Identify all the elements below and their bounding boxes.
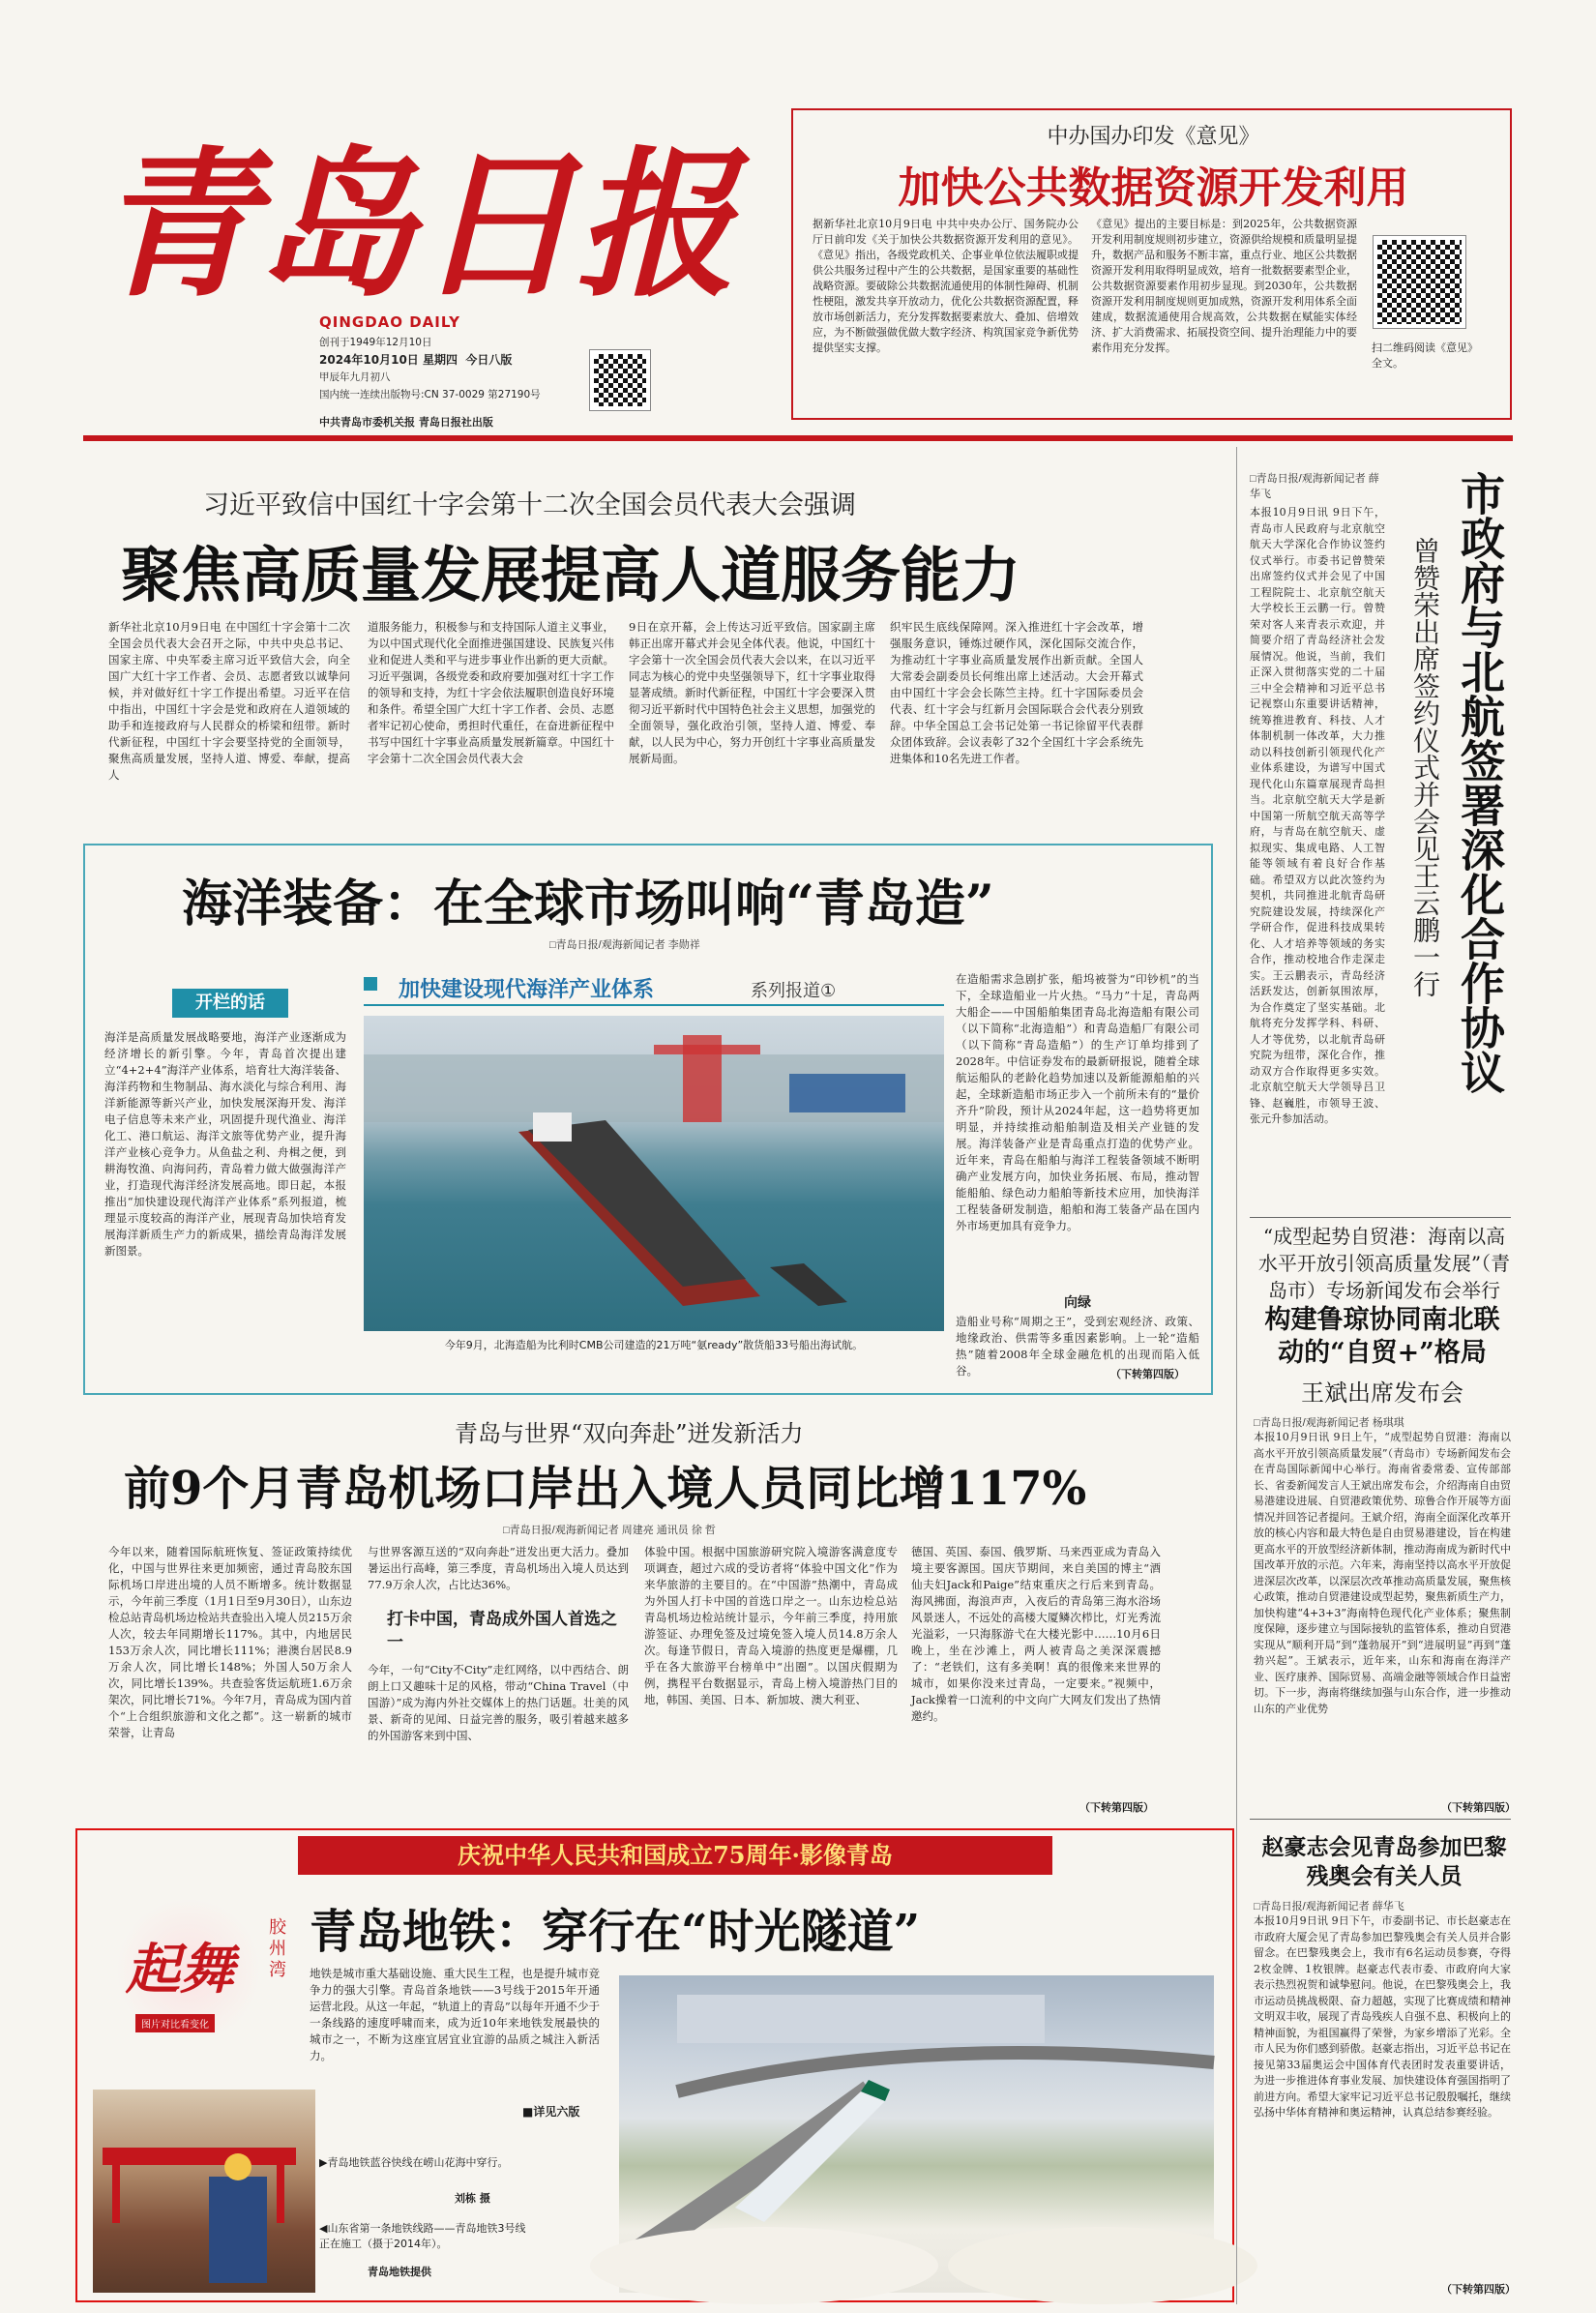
masthead-info xyxy=(319,334,541,403)
feature-box xyxy=(83,844,1213,1395)
airport-byline: □青岛日报/观海新闻记者 周建亮 通讯员 徐 哲 xyxy=(503,1525,716,1536)
sidebar2-byline: □青岛日报/观海新闻记者 杨琪琪 xyxy=(1254,1417,1404,1429)
lead-col-2: 道服务能力，积极参与和支持国际人道主义事业，为以中国式现代化全面推进强国建设、民族复兴伟业和促进人类和平与进步事业作出新的更大贡献。习近平强调，各级党委和政府要加强对红十字工作的领导和支持，为红十字会依法履职创造良好环境和条件。希望全国广大红十字工作者、会员、志愿者牢记初心使命，勇担时代重任，在奋进新征程中书写中国红十字事业高质量发展新篇章。中国红十字会第十二次全国会员代表大会 xyxy=(368,620,614,765)
sidebar1-byline: □青岛日报/观海新闻记者 薛华飞 xyxy=(1250,473,1379,500)
top-news-box xyxy=(791,108,1512,420)
sidebar-rule-2 xyxy=(1250,1819,1511,1820)
airport-continued[interactable]: （下转第四版） xyxy=(1079,1801,1154,1814)
sidebar-rule-1 xyxy=(1250,1217,1511,1218)
masthead-qr-icon[interactable] xyxy=(590,350,650,410)
metro-illustration xyxy=(619,1975,1214,2293)
sidebar1-headline: 市政府与北航签署深化合作协议 xyxy=(1454,471,1506,1094)
photo-author-2: 青岛地铁提供 xyxy=(368,2266,431,2278)
feature-continued[interactable]: （下转第四版） xyxy=(1110,1368,1185,1380)
ship-photo-caption: 今年9月，北海造船为比利时CMB公司建造的21万吨“氨ready”散货船33号船出海试航。 xyxy=(444,1339,864,1351)
airport-headline: 前9个月青岛机场口岸出入境人员同比增117% xyxy=(124,1462,1087,1516)
ship-photo xyxy=(364,1016,944,1331)
issue-date: 2024年10月10日 星期四 xyxy=(319,353,458,367)
airport-col-1: 今年以来，随着国际航班恢复、签证政策持续优化，中国与世界往来更加频密，通过青岛胶东国际机场口岸进出境的人员不断增多。统计数据显示，今年前三季度（1月1日至9月30日），山东边检总站青岛机场边检站共查验出入境人员215万余人次，较去年同期增长117%。其中，内地居民153万余人次，同比增长111%；港澳台居民8.9万余人次，同比增长148%；外国人50万余人次，同比增长139%。共查验客货运航班1.6万余架次，同比增长71%。今年7月，青岛成为国内首个“上合组织旅游和文化之都”。这一崭新的城市荣誉，让青岛 xyxy=(108,1545,352,1739)
series-square-icon xyxy=(364,977,377,991)
bottom-headline: 青岛地铁：穿行在“时光隧道” xyxy=(310,1905,921,1959)
metro-photo xyxy=(619,1975,1214,2293)
masthead-english: QINGDAO DAILY xyxy=(319,313,460,331)
anniversary-banner: 庆祝中华人民共和国成立75周年·影像青岛 xyxy=(298,1836,1052,1875)
ship-illustration xyxy=(364,1016,944,1331)
sidebar1-text: 本报10月9日讯 9日下午，青岛市人民政府与北京航空航天大学深化合作协议签约仪式举行。市委书记曾赞荣出席签约仪式并会见了中国工程院院士、北京航空航天大学校长王云鹏一行。曾赞荣对客人来青表示欢迎，并简要介绍了青岛经济社会发展情况。他说，当前，我们正深入贯彻落实党的二十届三中全会精神和习近平总书记视察山东重要讲话精神，统筹推进教育、科技、人才体制机制一体改革，大力推动以科技创新引领现代化产业体系建设，为谱写中国式现代化山东篇章展现青岛担当。北京航空航天大学是新中国第一所航空航天高等学府，与青岛在航空航天、虚拟现实、集成电路、人工智能等领域有着良好合作基础。希望双方以此次签约为契机，共同推进北航青岛研究院建设发展，持续深化产学研合作，促进科技成果转化、人才培养等领域的务实合作，推动校地合作走深走实。王云鹏表示，青岛经济活跃发达，创新氛围浓厚，为合作奠定了坚实基础。北航将充分发挥学科、科研、人才等优势，以北航青岛研究院为纽带，深化合作，推动双方合作取得更多实效。北京航空航天大学领导吕卫锋、赵巍胜，市领导王波、张元升参加活动。 xyxy=(1250,506,1385,1125)
sidebar1-subhead: 曾赞荣出席签约仪式并会见王云鹏一行 xyxy=(1409,537,1441,997)
feature-subhead: 向绿 xyxy=(1064,1295,1091,1311)
feature-right-text-2: 造船业号称“周期之王”，受到宏观经济、政策、地缘政治、供需等多重因素影响。上一轮“造船热”随着2008年全球金融危机的出现而陷入低谷。 xyxy=(956,1315,1199,1378)
bottom-photo-box xyxy=(75,1828,1234,2302)
construction-illustration xyxy=(93,2090,315,2293)
lunar-date: 甲辰年九月初八 xyxy=(319,371,391,383)
lead-col-1: 新华社北京10月9日电 在中国红十字会第十二次全国会员代表大会召开之际，中共中央总书记、国家主席、中央军委主席习近平致信大会，向全国广大红十字工作者、会员、志愿者致以诚挚问候，并对做好红十字工作提出希望。习近平在信中指出，中国红十字会是党和政府在人道领域的助手和连接政府与人民群众的桥梁和纽带。新时代新征程，中国红十字会要坚持党的全面领导，聚焦高质量发展，坚持人道、博爱、奉献，提高人 xyxy=(108,620,350,782)
airport-col-2b: 今年，一句“City不City”走红网络，以中西结合、朗朗上口又趣味十足的风格，带动“China Travel（中国游）”成为海内外社交媒体上的热门话题。壮美的风景、新奇的见闻、日益完善的服务，吸引着越来越多的外国游客来到中国、 xyxy=(368,1663,629,1742)
sidebar3-byline: □青岛日报/观海新闻记者 薛华飞 xyxy=(1254,1901,1404,1913)
top-col-1: 据新华社北京10月9日电 中共中央办公厅、国务院办公厅日前印发《关于加快公共数据资源开发利用的意见》。《意见》指出，各级党政机关、企事业单位依法履职或提供公共服务过程中产生的公共数据，是国家重要的基础性战略资源。要破除公共数据流通使用的体制性障碍、机制性梗阻，激发共享开放动力，优化公共数据资源配置，释放市场创新活力，充分发挥数据要素放大、叠加、倍增效应，为不断做强做优做大数字经济、构筑国家竞争新优势提供坚实支撑。 xyxy=(813,218,1079,354)
airport-col-2: 与世界客源互送的“双向奔赴”迸发出更大活力。叠加暑运出行高峰，第三季度，青岛机场出入境人员达到77.9万余人次，占比达36%。 xyxy=(368,1545,629,1591)
sidebar3-headline: 赵豪志会见青岛参加巴黎残奥会有关人员 xyxy=(1261,1834,1507,1889)
photo-caption-2: ◀山东省第一条地铁线路——青岛地铁3号线正在施工（摄于2014年）。 xyxy=(319,2222,526,2250)
airport-col-3: 体验中国。根据中国旅游研究院入境游客满意度专项调查，超过六成的受访者将“体验中国文化”作为来华旅游的主要目的。在“中国游”热潮中，青岛成为外国人打卡中国的首选口岸之一。山东边检总站青岛机场边检站统计显示，今年前三季度，持用旅游签证、办理免签及过境免签入境人员14.8万余人次。每逢节假日，青岛入境游的热度更是爆棚，几乎在各大旅游平台榜单中“出圈”。以国庆假期为例，携程平台数据显示，青岛上榜入境游热门目的地，韩国、美国、日本、新加坡、澳大利亚、 xyxy=(644,1545,898,1706)
document-qr-icon[interactable] xyxy=(1374,236,1465,328)
column-label: 开栏的话 xyxy=(172,989,288,1018)
lead-col-3: 9日在京开幕，会上传达习近平致信。国家副主席韩正出席开幕式并会见全体代表。他说，中国红十字会第十一次全国会员代表大会以来，在以习近平同志为核心的党中央坚强领导下，红十字事业取得显著成绩。新时代新征程，中国红十字会要深入贯彻习近平新时代中国特色社会主义思想，加强党的全面领导，强化政治引领，坚持人道、博爱、奉献，以人民为中心，努力开创红十字事业高质量发展新局面。 xyxy=(629,620,875,765)
cn-number: 国内统一连续出版物号:CN 37-0029 第27190号 xyxy=(319,389,541,400)
logo-calligraphy xyxy=(97,116,735,318)
masthead-divider xyxy=(83,435,1513,441)
photo-caption-1: ▶青岛地铁蓝谷快线在崂山花海中穿行。 xyxy=(319,2156,509,2169)
lead-col-4: 织牢民生底线保障网。深入推进红十字会改革，增强服务意识，锤炼过硬作风，深化国际交流合作，为推动红十字事业高质量发展作出新贡献。全国人大常委会副委员长何维出席上述活动。大会开幕式由中国红十字会会长陈竺主持。红十字国际委员会代表、红十字会与红新月会国际联合会代表分别致辞。中华全国总工会书记处第一书记徐留平代表群众团体致辞。会议表彰了32个全国红十字会系统先进集体和10名先进工作者。 xyxy=(890,620,1143,765)
sidebar2-kicker: “成型起势自贸港：海南以高水平开放引领高质量发展”（青岛市）专场新闻发布会举行 xyxy=(1257,1225,1511,1302)
feature-right-text: 在造船需求急剧扩张，船坞被誉为“印钞机”的当下，全球造船业一片火热。“马力”十足，青岛两大船企——中国船舶集团青岛北海造船有限公司（以下简称“北海造船”）和青岛造船厂有限公司（以下简称“青岛造船”）的生产订单均排到了2028年。中信证券发布的最新研报说，随着全球航运船队的老龄化趋势加速以及新能源船舶的兴起，全球新造船市场正步入一个前所未有的“量价齐升”阶段，预计从2024年起，这一趋势将更加明显，并持续推动船舶制造及相关产业链的发展。海洋装备产业是青岛重点打造的优势产业。近年来，青岛在船舶与海洋工程装备领域不断明确产业发展方向，加快业务拓展、布局，推动智能船舶、绿色动力船舶等新技术应用，加快海洋工程装备研发制造，船舶和海工装备产品在国内外市场更加具有竞争力。 xyxy=(956,972,1199,1232)
sidebar2-subhead: 王斌出席发布会 xyxy=(1301,1379,1463,1407)
publisher-line: 中共青岛市委机关报 青岛日报社出版 xyxy=(319,416,493,429)
bottom-intro: 地铁是城市重大基础设施、重大民生工程，也是提升城市竞争力的强大引擎。青岛首条地铁——3号线于2015年开通运营北段。从这一年起，“轨道上的青岛”以每年开通不少于一条线路的速度呼啸而来，成为近10年来地铁发展最快的城市之一，不断为这座宜居宜业宜游的品质之城注入新活力。 xyxy=(310,1967,600,2062)
top-headline: 加快公共数据资源开发利用 xyxy=(898,163,1409,213)
masthead-logo xyxy=(97,116,735,318)
feature-byline: □青岛日报/观海新闻记者 李勋祥 xyxy=(549,939,700,951)
series-title: 加快建设现代海洋产业体系 xyxy=(399,977,655,1002)
top-col-2: 《意见》提出的主要目标是：到2025年，公共数据资源开发利用制度规则初步建立，资源供给规模和质量明显提升，数据产品和服务不断丰富，重点行业、地区公共数据资源开发利用取得明显成效，培育一批数据要素型企业，公共数据资源要素作用初步显现。到2030年，公共数据资源开发利用制度规则更加成熟，资源开发利用体系全面建成，数据流通使用合规高效，公共数据在赋能实体经济、扩大消费需求、拓展投资空间、提升治理能力中的要素作用充分发挥。 xyxy=(1091,218,1357,354)
airport-kicker: 青岛与世界“双向奔赴”迸发新活力 xyxy=(455,1420,804,1447)
photo-author-1: 刘栋 摄 xyxy=(455,2192,490,2205)
airport-subhead: 打卡中国，青岛成外国人首选之一 xyxy=(387,1610,617,1652)
qr-caption: 扫二维码阅读《意见》全文。 xyxy=(1372,341,1478,370)
airport-col-4: 德国、英国、泰国、俄罗斯、马来西亚成为青岛入境主要客源国。国庆节期间，来自美国的博主“酒仙夫妇Jack和Paige”结束重庆之行后来到青岛。海风拂面，海浪声声，入夜后的青岛第三海水浴场风景迷人，不远处的高楼大厦鳞次栉比，灯光秀流光溢彩，一只海豚游弋在大楼光影中……10月6日晚上，坐在沙滩上，两人被青岛之美深深震撼了：“老铁们，这有多美啊！真的很像来来世界的城市，如果你没来过青岛，一定要来。”视频中，Jack操着一口流利的中文向广大网友们发出了热情邀约。 xyxy=(911,1545,1161,1723)
construction-photo xyxy=(93,2090,315,2293)
sidebar2-continued[interactable]: （下转第四版） xyxy=(1441,1801,1516,1814)
see-page-link[interactable]: ■详见六版 xyxy=(522,2105,580,2119)
sidebar-divider xyxy=(1236,447,1237,2304)
sidebar2-text: 本报10月9日讯 9日上午，“成型起势自贸港：海南以高水平开放引领高质量发展”（青岛市）专场新闻发布会在青岛国际新闻中心举行。海南省委常委、宣传部部长、省委新闻发言人王斌出席发布会，介绍海南自由贸易港建设进展、自贸港政策优势、琼鲁合作开展等方面情况并回答记者提问。王斌介绍，海南全面深化改革开放的核心内容和最大特色是自由贸易港建设，旨在构建更高水平的开放型经济新体制，推动海南成为新时代中国改革开放的示范。六年来，海南坚持以高水平开放促进深层次改革，以深层次改革推动高质量发展，聚焦核心政策，推动自贸港建设成型起势，聚焦新质生产力，加快构建“4+3+3”海南特色现代化产业体系；聚焦制度保障，逐步建立与国际接轨的监管体系，推动自贸港实现从“顺利开局”到“蓬勃展开”到“进展明显”再到“蓬勃兴起”。王斌表示，近年来，山东和海南在海洋产业、医疗康养、国际贸易、高端金融等领域合作日益密切。下一步，海南将继续加强与山东合作，进一步推动山东的产业优势 xyxy=(1254,1431,1511,1715)
feature-intro: 海洋是高质量发展战略要地，海洋产业逐渐成为经济增长的新引擎。今年，青岛首次提出建立“4+2+4”海洋产业体系，培育壮大海洋装备、海洋药物和生物制品、海水淡化与综合利用、海洋新能源等新兴产业，加快发展深海开发、海洋电子信息等未来产业，巩固提升现代渔业、海洋化工、港口航运、海洋文旅等优势产业，提升海洋产业核心竞争力。从鱼盐之利、舟楫之便，到耕海牧渔、向海问药，青岛着力做大做强海洋产业，打造现代海洋经济发展高地。即日起，本报推出“加快建设现代海洋产业体系”系列报道，梳理显示度较高的海洋产业，展现青岛加快培育发展海洋新质生产力的新成果，描绘青岛海洋发展新图景。 xyxy=(104,1030,346,1258)
lead-kicker: 习近平致信中国红十字会第十二次全国会员代表大会强调 xyxy=(203,490,856,520)
column-logo xyxy=(106,1898,339,2072)
sidebar3-continued[interactable]: （下转第四版） xyxy=(1441,2283,1516,2296)
lead-headline: 聚焦高质量发展提高人道服务能力 xyxy=(121,540,1021,610)
logo-text: 青岛日报 xyxy=(97,131,735,318)
sidebar2-headline: 构建鲁琼协同南北联动的“自贸+”格局 xyxy=(1264,1305,1500,1368)
logo-side-text: 胶州湾 xyxy=(269,1917,286,1980)
logo-word: 起舞 xyxy=(126,1938,234,2002)
series-banner xyxy=(364,971,944,1006)
logo-subtitle: 图片对比看变化 xyxy=(135,2014,215,2032)
sidebar3-text: 本报10月9日讯 9日下午，市委副书记、市长赵豪志在市政府大厦会见了青岛参加巴黎残奥会有关人员并合影留念。在巴黎残奥会上，我市有6名运动员参赛，夺得2枚金牌、1枚银牌。赵豪志代表市委、市政府向大家表示热烈祝贺和诚挚慰问。他说，在巴黎残奥会上，我市运动员挑战极限、奋力超越，实现了比赛成绩和精神文明双丰收，展现了青岛残疾人自强不息、积极向上的精神面貌，为祖国赢得了荣誉，为家乡增添了光彩。全市人民为你们感到骄傲。赵豪志指出，习近平总书记在接见第33届奥运会中国体育代表团时发表重要讲话，为进一步推进体育事业发展、加快建设体育强国指明了前进方向。希望大家牢记习近平总书记殷殷嘱托，继续弘扬中华体育精神和奥运精神，认真总结参赛经验。 xyxy=(1254,1914,1511,2119)
founded-date: 创刊于1949年12月10日 xyxy=(319,337,432,348)
feature-headline: 海洋装备：在全球市场叫响“青岛造” xyxy=(182,875,994,934)
top-kicker: 中办国办印发《意见》 xyxy=(1047,125,1260,149)
edition-count: 今日八版 xyxy=(465,353,513,367)
series-tag: 系列报道① xyxy=(751,981,837,1001)
